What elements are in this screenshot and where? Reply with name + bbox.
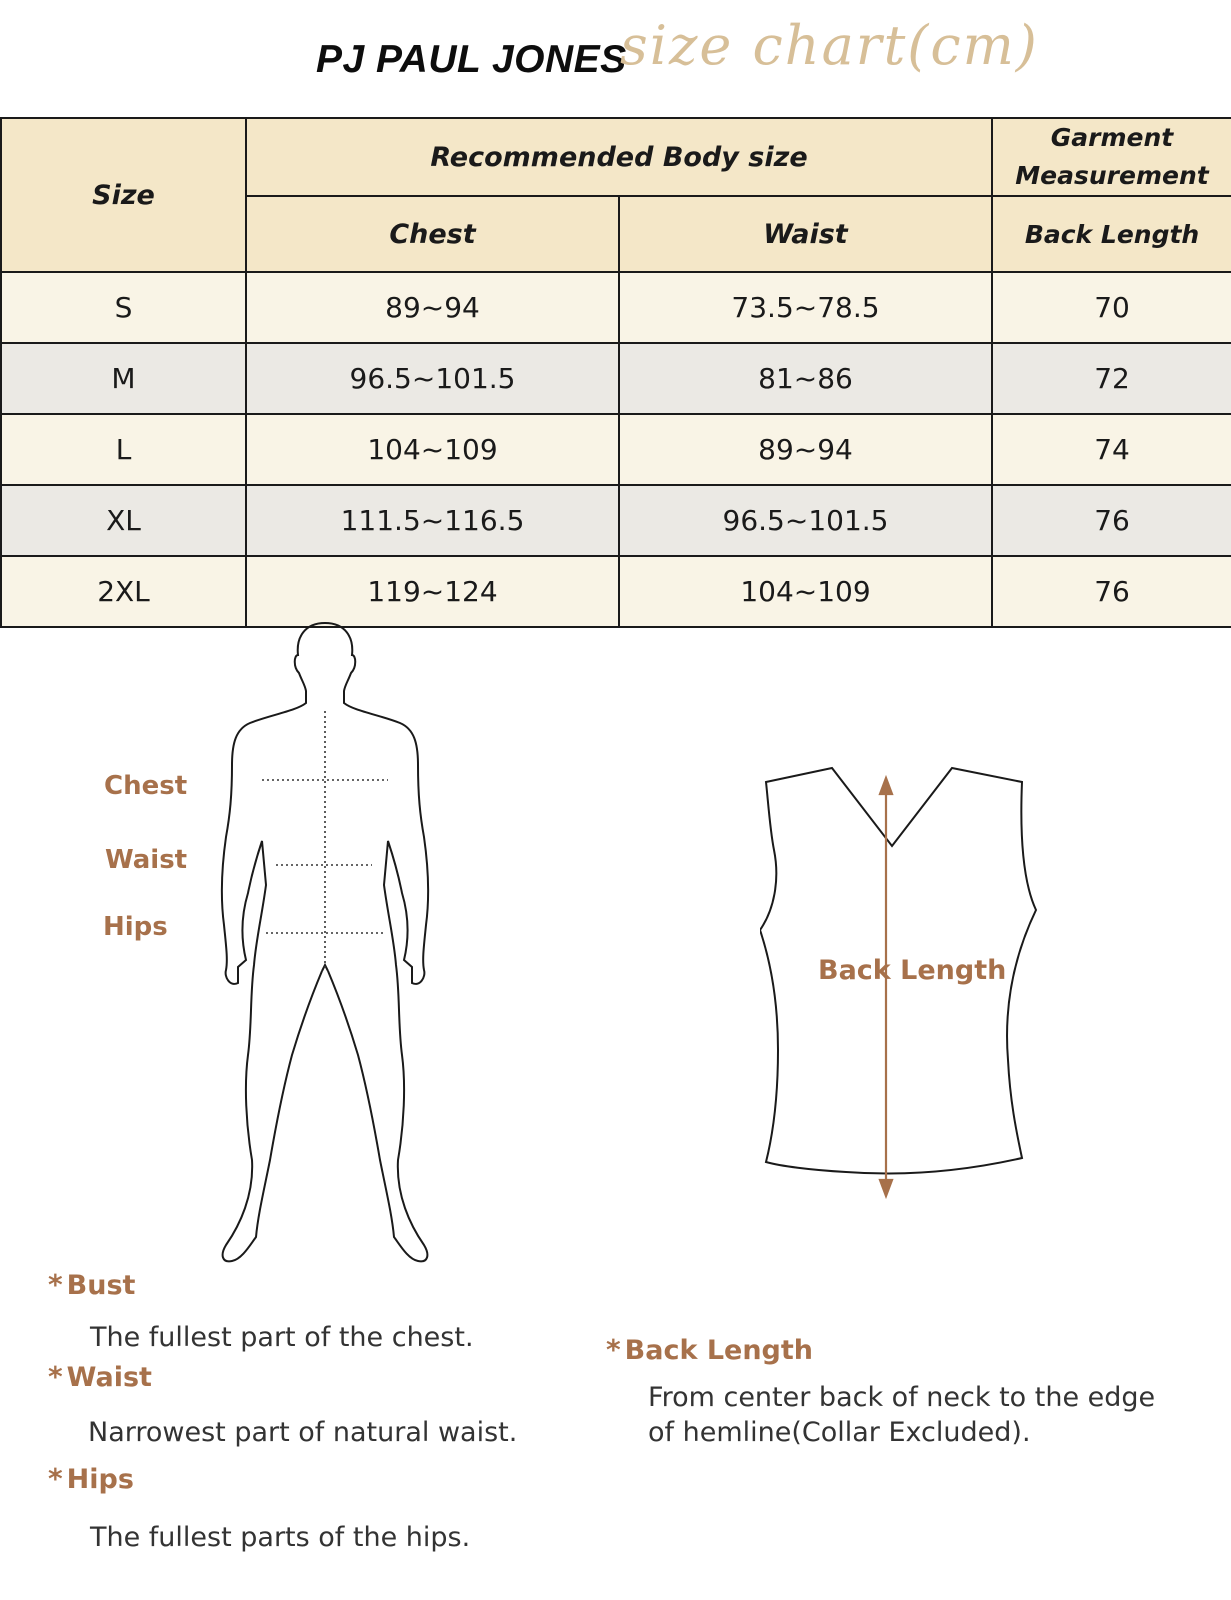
- hips-label: Hips: [103, 912, 168, 942]
- size-cell: M: [1, 343, 246, 414]
- waist-cell: 104~109: [619, 556, 992, 627]
- back-length-cell: 72: [992, 343, 1231, 414]
- bust-note-title: [48, 1268, 135, 1301]
- back-length-note-line2: of hemline(Collar Excluded).: [648, 1417, 1031, 1448]
- bust-note-title-text: Bust: [66, 1270, 136, 1301]
- size-cell: 2XL: [1, 556, 246, 627]
- asterisk-icon: *: [606, 1333, 621, 1366]
- waist-note-text: Narrowest part of natural waist.: [88, 1417, 518, 1448]
- back-length-header: Back Length: [992, 196, 1231, 272]
- back-length-cell: 76: [992, 556, 1231, 627]
- size-chart-table: [0, 117, 1231, 628]
- body-figure-illustration: [0, 615, 460, 1275]
- size-cell: S: [1, 272, 246, 343]
- back-length-cell: 74: [992, 414, 1231, 485]
- back-length-note-title-text: Back Length: [624, 1335, 814, 1366]
- chest-header: Chest: [246, 196, 619, 272]
- table-row: [1, 343, 1231, 414]
- waist-note-title: [48, 1360, 152, 1393]
- waist-cell: 73.5~78.5: [619, 272, 992, 343]
- waist-header: Waist: [619, 196, 992, 272]
- back-length-label: Back Length: [818, 955, 1007, 986]
- back-length-note-line1: From center back of neck to the edge: [648, 1382, 1156, 1413]
- table-row: [1, 414, 1231, 485]
- size-header: Size: [1, 118, 246, 272]
- table-row: [1, 485, 1231, 556]
- size-chart-title: size chart(cm): [620, 14, 1039, 77]
- chest-label: Chest: [104, 771, 188, 801]
- back-length-cell: 76: [992, 485, 1231, 556]
- brand-name: PJ PAUL JONES: [316, 38, 627, 81]
- page-header: [0, 0, 1231, 118]
- asterisk-icon: *: [48, 1462, 63, 1495]
- chest-cell: 111.5~116.5: [246, 485, 619, 556]
- back-length-cell: 70: [992, 272, 1231, 343]
- chest-cell: 96.5~101.5: [246, 343, 619, 414]
- chest-cell: 104~109: [246, 414, 619, 485]
- hips-note-text: The fullest parts of the hips.: [90, 1522, 471, 1553]
- hips-note-title-text: Hips: [66, 1464, 134, 1495]
- size-cell: L: [1, 414, 246, 485]
- back-length-note-title: [606, 1333, 813, 1366]
- asterisk-icon: *: [48, 1268, 63, 1301]
- chest-cell: 89~94: [246, 272, 619, 343]
- asterisk-icon: *: [48, 1360, 63, 1393]
- hips-note-title: [48, 1462, 134, 1495]
- chest-cell: 119~124: [246, 556, 619, 627]
- waist-note-title-text: Waist: [66, 1362, 152, 1393]
- waist-cell: 96.5~101.5: [619, 485, 992, 556]
- waist-label: Waist: [105, 845, 188, 875]
- bust-note-text: The fullest part of the chest.: [90, 1322, 474, 1353]
- waist-cell: 89~94: [619, 414, 992, 485]
- size-cell: XL: [1, 485, 246, 556]
- garment-measurement-header: Garment Measurement: [992, 118, 1231, 196]
- table-row: [1, 272, 1231, 343]
- waist-cell: 81~86: [619, 343, 992, 414]
- recommended-body-size-header: Recommended Body size: [246, 118, 992, 196]
